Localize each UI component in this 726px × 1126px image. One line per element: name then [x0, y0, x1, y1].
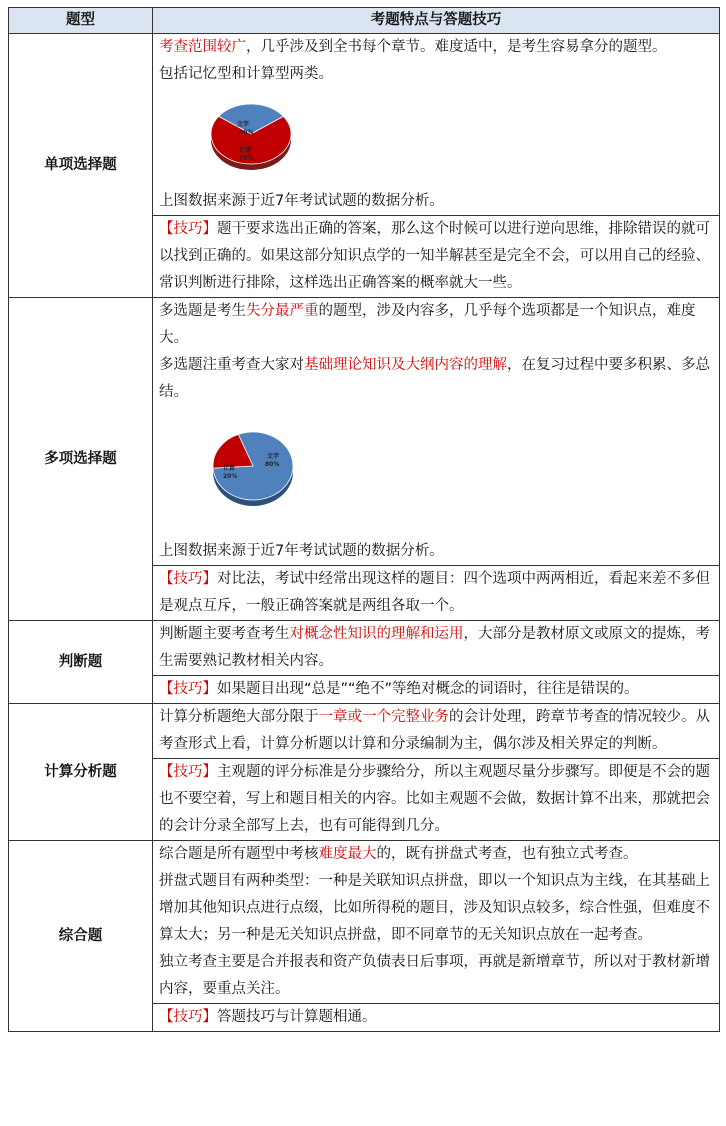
- question-type: 综合题: [9, 841, 153, 1032]
- highlight: 难度最大: [318, 846, 377, 862]
- pie-label-text: 计算: [223, 465, 236, 472]
- tip-text: 题干要求选出正确的答案，那么这个时候可以进行逆向思维，排除错误的就可以找到正确的。如果这部分知识点学的一知半解甚至是完全不会，可以用自己的经验、常识判断进行排除，这样选出正确答案的概率就大一些。: [159, 221, 710, 291]
- pie-chart-container: [159, 88, 713, 188]
- text: 计算分析题绝大部分限于: [159, 709, 319, 725]
- tip-cell: [153, 676, 720, 704]
- paragraph: 独立考查主要是合并报表和资产负债表日后事项，再就是新增章节，所以对于教材新增内容，要重点关注。: [159, 954, 710, 997]
- question-type: 判断题: [9, 621, 153, 704]
- tip-text: 对比法，考试中经常出现这样的题目：四个选项中两两相近，看起来差不多但是观点互斥，一般正确答案就是两组各取一个。: [159, 571, 710, 614]
- text: ，几乎涉及到全书每个章节。难度适中，是考生容易拿分的题型。: [246, 39, 667, 55]
- header-desc: 考题特点与答题技巧: [153, 8, 720, 34]
- tip-cell: [153, 759, 720, 841]
- text: 多选题是考生: [159, 303, 246, 319]
- highlight: 基础理论知识及大纲内容的理解: [304, 357, 507, 373]
- table-row: [9, 704, 720, 759]
- pie-label-value: 30%: [239, 129, 254, 136]
- desc-cell: [153, 34, 720, 216]
- table-row: [9, 621, 720, 676]
- question-type: 计算分析题: [9, 704, 153, 841]
- exam-table: [8, 7, 720, 1032]
- desc-cell: [153, 621, 720, 676]
- text: 判断题主要考查考生: [159, 626, 290, 642]
- text: 的题型，涉及内容多，几乎每个选项都是一个知识点，难度大。: [159, 303, 696, 346]
- tip-label: 【技巧】: [159, 571, 217, 587]
- paragraph: [159, 34, 713, 61]
- desc-cell: [153, 841, 720, 1004]
- table-row: [9, 298, 720, 566]
- paragraph: [159, 621, 713, 675]
- table-row: [9, 841, 720, 1004]
- pie-label-value: 80%: [265, 461, 280, 468]
- tip-text: 答题技巧与计算题相通。: [217, 1009, 377, 1025]
- tip-cell: [153, 216, 720, 298]
- tip-label: 【技巧】: [159, 221, 217, 237]
- tip-cell: [153, 566, 720, 621]
- highlight: 对概念性知识的理解和运用: [289, 626, 464, 642]
- paragraph: 包括记忆型和计算型两类。: [159, 66, 333, 82]
- pie-label-value: 70%: [239, 155, 254, 162]
- tip-label: 【技巧】: [159, 1009, 217, 1025]
- highlight: 失分最严重: [246, 303, 319, 319]
- paragraph: [159, 841, 713, 868]
- paragraph: [159, 704, 713, 758]
- question-type: 单项选择题: [9, 34, 153, 298]
- pie-label-text: 文字: [237, 121, 250, 128]
- paragraph: [159, 298, 713, 352]
- tip-text: 如果题目出现“总是”“绝不”等绝对概念的词语时，往往是错误的。: [217, 681, 639, 697]
- header-type: 题型: [9, 8, 153, 34]
- pie-label-text: 文字: [267, 453, 280, 460]
- pie-label-value: 20%: [223, 473, 238, 480]
- question-type: 多项选择题: [9, 298, 153, 621]
- highlight: 一章或一个完整业务: [318, 709, 449, 725]
- tip-cell: [153, 1004, 720, 1032]
- text: 的，既有拼盘式考查，也有独立式考查。: [376, 846, 638, 862]
- chart-caption: 上图数据来源于近7年考试试题的数据分析。: [159, 543, 444, 559]
- highlight: 考查范围较广: [159, 39, 246, 55]
- chart-caption: 上图数据来源于近7年考试试题的数据分析。: [159, 193, 444, 209]
- table-header-row: [9, 8, 720, 34]
- table-row: [9, 34, 720, 216]
- tip-text: 主观题的评分标准是分步骤给分，所以主观题尽量分步骤写。即便是不会的题也不要空着，写上和题目相关的内容。比如主观题不会做，数据计算不出来，那就把会的会计分录全部写上去，也有可能得到几分。: [159, 764, 710, 834]
- text: 多选题注重考查大家对: [159, 357, 304, 373]
- pie-chart-multi: [209, 424, 309, 512]
- text: ，大部分是教材原文或原文的提炼，考生需要熟记教材相关内容。: [159, 626, 710, 669]
- text: ，在复习过程中要多积累、多总结。: [159, 357, 710, 400]
- tip-label: 【技巧】: [159, 681, 217, 697]
- text: 的会计处理，跨章节考查的情况较少。从考查形式上看，计算分析题以计算和分录编制为主，偶尔涉及相关界定的判断。: [159, 709, 710, 752]
- paragraph: [159, 352, 713, 406]
- desc-cell: [153, 704, 720, 759]
- pie-label-text: 计算: [239, 147, 252, 154]
- pie-chart-container: [159, 406, 713, 538]
- desc-cell: [153, 298, 720, 566]
- tip-label: 【技巧】: [159, 764, 217, 780]
- text: 综合题是所有题型中考核: [159, 846, 319, 862]
- paragraph: 拼盘式题目有两种类型：一种是关联知识点拼盘，即以一个知识点为主线，在其基础上增加其他知识点进行点缀，比如所得税的题目，涉及知识点较多，综合性强，但难度不算太大；另一种是无关知识点拼盘，即不同章节的无关知识点放在一起考查。: [159, 873, 710, 943]
- pie-chart-single: [209, 92, 309, 180]
